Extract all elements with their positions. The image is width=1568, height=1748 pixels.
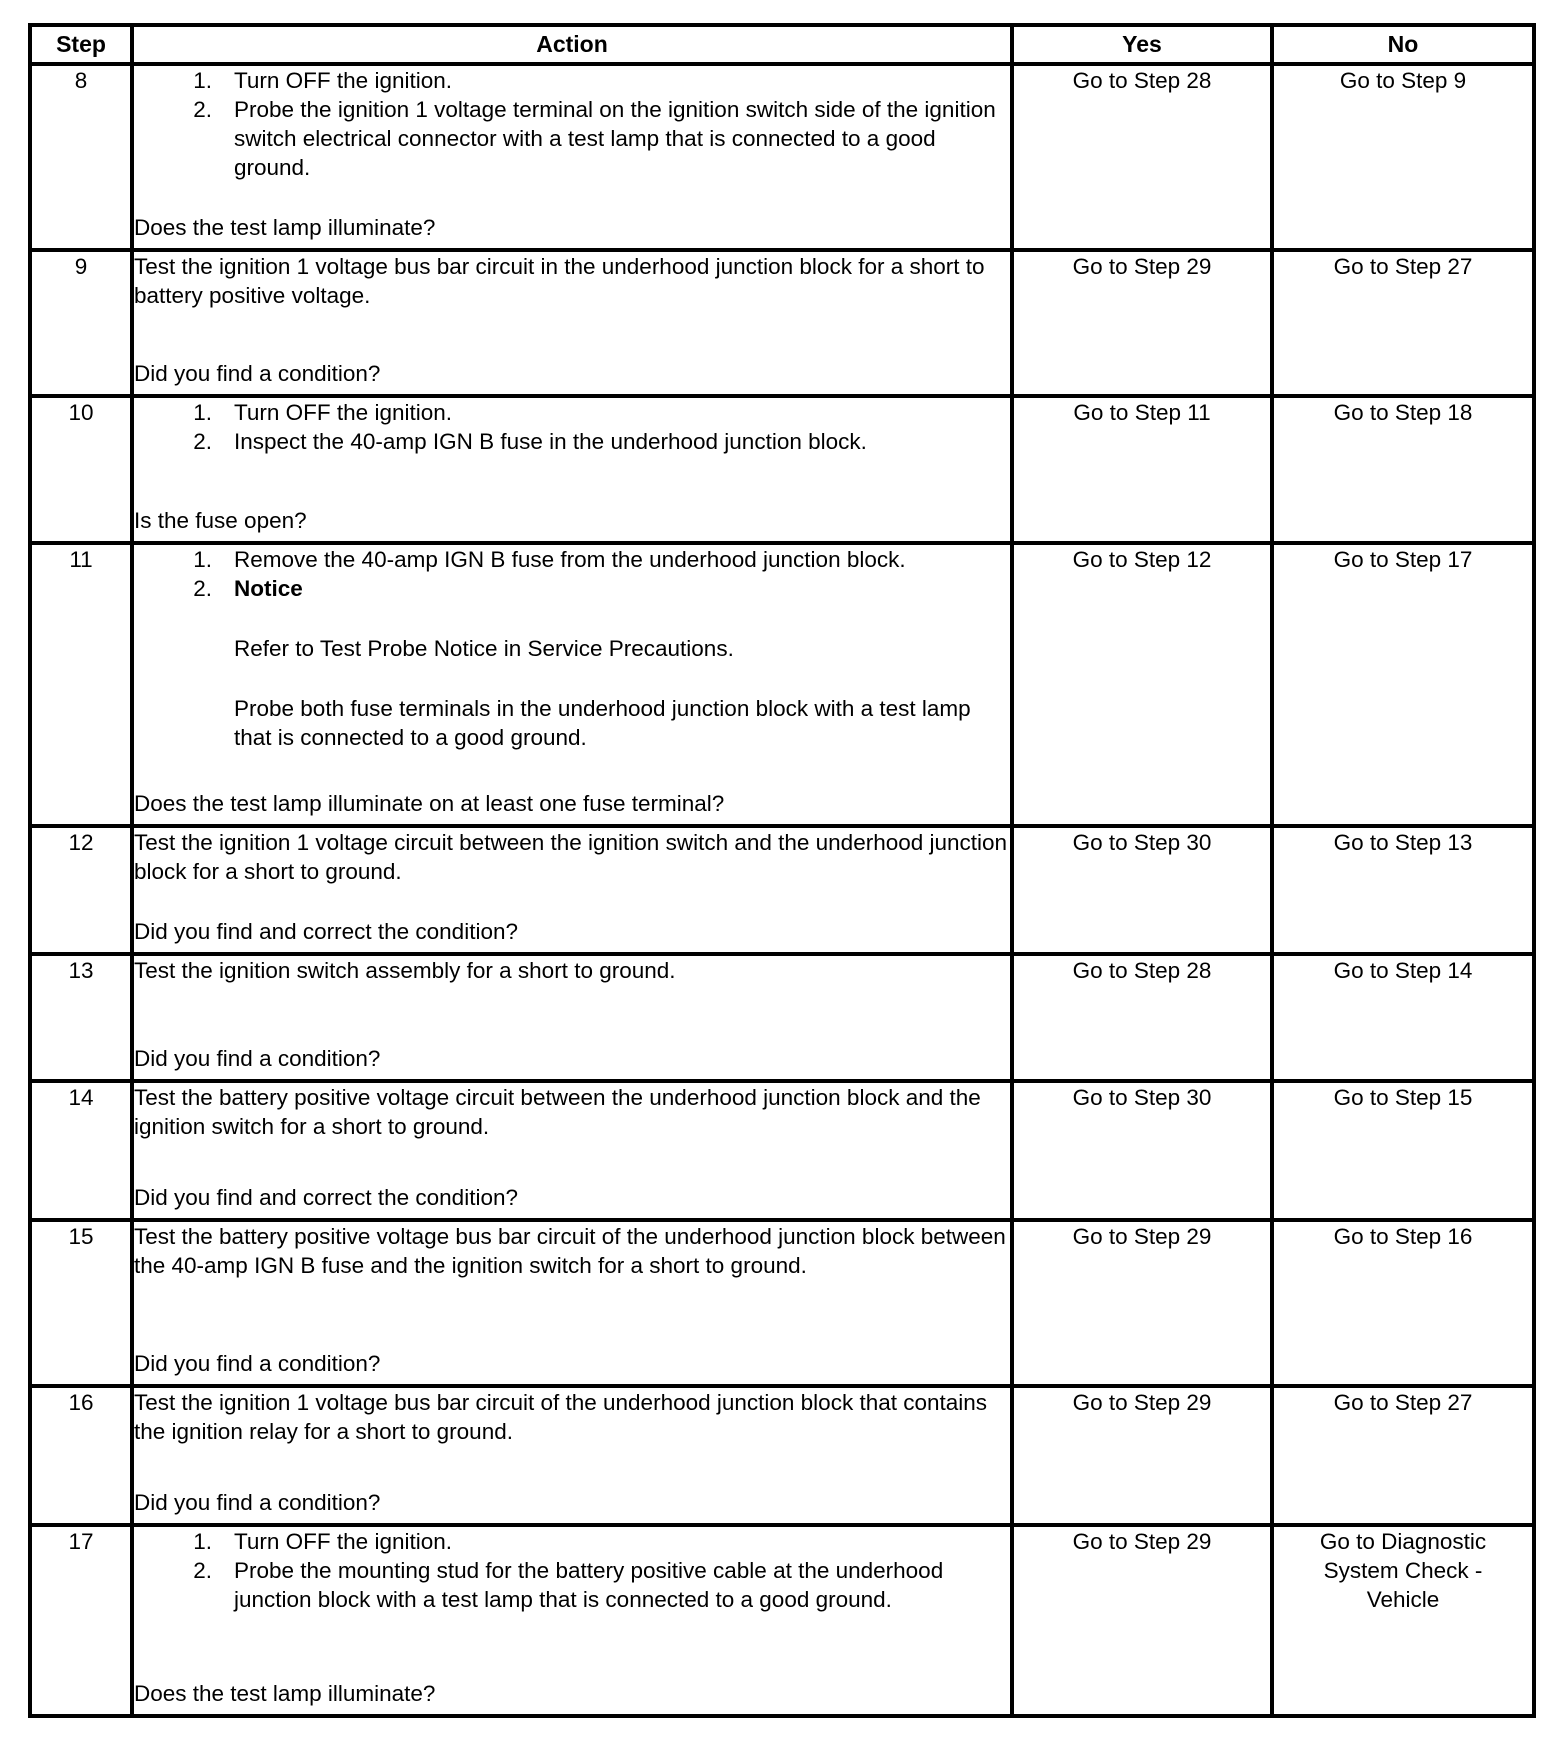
action-question: Is the fuse open? xyxy=(134,508,307,533)
action-list xyxy=(134,1527,1010,1614)
yes-link[interactable]: Go to Step 30 xyxy=(1012,1081,1272,1220)
action-text: Test the ignition switch assembly for a short to ground. xyxy=(134,958,676,983)
no-link[interactable]: Go to Step 14 xyxy=(1272,954,1534,1081)
no-link[interactable]: Go to Step 16 xyxy=(1272,1220,1534,1386)
table-row xyxy=(30,1220,1534,1386)
table-row xyxy=(30,64,1534,250)
action-text: Test the ignition 1 voltage circuit between the ignition switch and the underhood junction block for a short to ground. xyxy=(134,830,1008,884)
header-no: No xyxy=(1272,25,1534,64)
list-item: 2. Probe the ignition 1 voltage terminal on the ignition switch side of the ignition switch electrical connector with a test lamp that is connected to a good ground. xyxy=(193,97,996,180)
action-cell xyxy=(132,1220,1012,1386)
action-list xyxy=(134,66,1010,182)
step-number: 12 xyxy=(30,826,132,954)
action-list xyxy=(134,545,1010,603)
table-row xyxy=(30,1525,1534,1716)
action-cell xyxy=(132,396,1012,543)
no-link[interactable]: Go to Step 27 xyxy=(1272,1386,1534,1525)
list-item: 2. Inspect the 40-amp IGN B fuse in the underhood junction block. xyxy=(193,429,867,454)
action-cell xyxy=(132,1081,1012,1220)
table-row xyxy=(30,954,1534,1081)
action-cell xyxy=(132,1386,1012,1525)
table-row xyxy=(30,543,1534,826)
no-link[interactable]: Go to Diagnostic System Check - Vehicle xyxy=(1272,1525,1534,1716)
header-action: Action xyxy=(132,25,1012,64)
yes-link[interactable]: Go to Step 28 xyxy=(1012,954,1272,1081)
step-number: 13 xyxy=(30,954,132,1081)
no-link[interactable]: Go to Step 18 xyxy=(1272,396,1534,543)
action-question: Did you find and correct the condition? xyxy=(134,919,518,944)
yes-link[interactable]: Go to Step 12 xyxy=(1012,543,1272,826)
yes-link[interactable]: Go to Step 29 xyxy=(1012,1220,1272,1386)
notice-instruction: Probe both fuse terminals in the underhood junction block with a test lamp that is connected to a good ground. xyxy=(234,696,971,750)
list-item: 2. Notice xyxy=(134,574,1010,603)
action-question: Did you find a condition? xyxy=(134,1490,381,1515)
table-row xyxy=(30,396,1534,543)
list-item: 1. Turn OFF the ignition. xyxy=(193,1529,453,1554)
action-cell xyxy=(132,826,1012,954)
action-text: Test the ignition 1 voltage bus bar circuit in the underhood junction block for a short to battery positive voltage. xyxy=(134,254,985,308)
step-number: 10 xyxy=(30,396,132,543)
table-row xyxy=(30,826,1534,954)
step-number: 8 xyxy=(30,64,132,250)
action-cell xyxy=(132,250,1012,396)
header-step: Step xyxy=(30,25,132,64)
action-text: Test the ignition 1 voltage bus bar circuit of the underhood junction block that contains the ignition relay for a short to ground. xyxy=(134,1390,988,1444)
action-question: Does the test lamp illuminate? xyxy=(134,215,436,240)
step-number: 15 xyxy=(30,1220,132,1386)
action-cell xyxy=(132,64,1012,250)
header-yes: Yes xyxy=(1012,25,1272,64)
action-question: Does the test lamp illuminate? xyxy=(134,1681,436,1706)
action-question: Did you find a condition? xyxy=(134,361,381,386)
action-question: Did you find and correct the condition? xyxy=(134,1185,518,1210)
step-number: 9 xyxy=(30,250,132,396)
notice-reference: Refer to Test Probe Notice in Service Precautions. xyxy=(234,636,734,661)
no-link[interactable]: Go to Step 13 xyxy=(1272,826,1534,954)
yes-link[interactable]: Go to Step 29 xyxy=(1012,1525,1272,1716)
list-item: 1. Remove the 40-amp IGN B fuse from the underhood junction block. xyxy=(193,547,906,572)
yes-link[interactable]: Go to Step 29 xyxy=(1012,1386,1272,1525)
action-question: Did you find a condition? xyxy=(134,1046,381,1071)
step-number: 16 xyxy=(30,1386,132,1525)
yes-link[interactable]: Go to Step 29 xyxy=(1012,250,1272,396)
notice-heading: Notice xyxy=(234,576,303,601)
action-cell xyxy=(132,954,1012,1081)
yes-link[interactable]: Go to Step 30 xyxy=(1012,826,1272,954)
no-link[interactable]: Go to Step 9 xyxy=(1272,64,1534,250)
action-cell xyxy=(132,1525,1012,1716)
list-item: 2. Probe the mounting stud for the battery positive cable at the underhood junction block with a test lamp that is connected to a good ground. xyxy=(193,1558,944,1612)
list-item: 1. Turn OFF the ignition. xyxy=(193,400,453,425)
action-list xyxy=(134,398,1010,456)
header-row xyxy=(30,25,1534,64)
step-number: 11 xyxy=(30,543,132,826)
step-number: 17 xyxy=(30,1525,132,1716)
list-item: 1. Turn OFF the ignition. xyxy=(193,68,453,93)
diagnostic-table xyxy=(28,23,1536,1718)
action-cell xyxy=(132,543,1012,826)
no-link[interactable]: Go to Step 17 xyxy=(1272,543,1534,826)
action-text: Test the battery positive voltage bus bar circuit of the underhood junction block between the 40-amp IGN B fuse and the ignition switch for a short to ground. xyxy=(134,1224,1006,1278)
step-number: 14 xyxy=(30,1081,132,1220)
yes-link[interactable]: Go to Step 11 xyxy=(1012,396,1272,543)
no-link[interactable]: Go to Step 27 xyxy=(1272,250,1534,396)
action-question: Does the test lamp illuminate on at least one fuse terminal? xyxy=(134,791,725,816)
yes-link[interactable]: Go to Step 28 xyxy=(1012,64,1272,250)
table-row xyxy=(30,1386,1534,1525)
action-text: Test the battery positive voltage circuit between the underhood junction block and the ignition switch for a short to ground. xyxy=(134,1085,981,1139)
table-row xyxy=(30,1081,1534,1220)
action-question: Did you find a condition? xyxy=(134,1351,381,1376)
table-row xyxy=(30,250,1534,396)
no-link[interactable]: Go to Step 15 xyxy=(1272,1081,1534,1220)
